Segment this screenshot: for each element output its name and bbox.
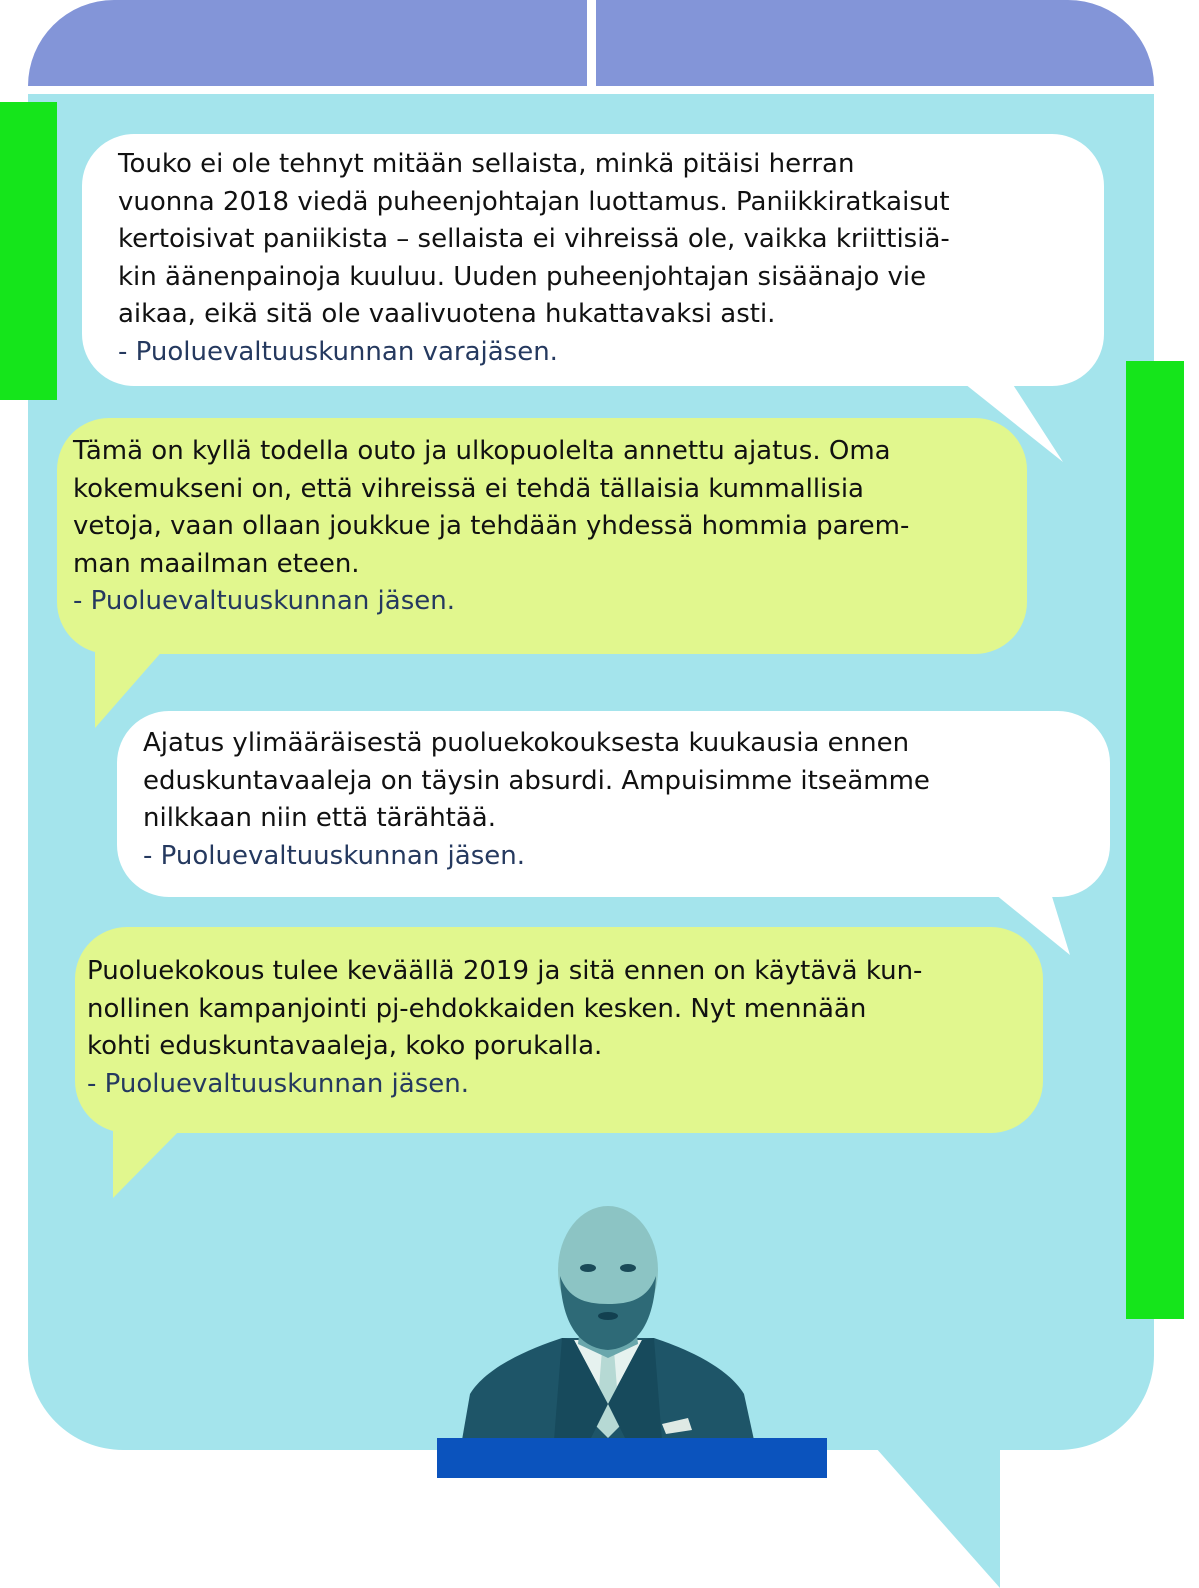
quote-3-line-2: eduskuntavaaleja on täysin absurdi. Ampuisimme itseämme: [143, 765, 930, 796]
speaker-portrait-image: [462, 1198, 754, 1440]
bubble-tail-4: [113, 1125, 185, 1198]
podium-bar: [437, 1438, 827, 1478]
quote-4-line-3: kohti eduskuntavaaleja, koko porukalla.: [87, 1031, 603, 1061]
quote-bubble-4: [75, 927, 1043, 1133]
quote-2-line-3: vetoja, vaan ollaan joukkue ja tehdään yhdessä hommia parem-: [73, 511, 910, 541]
quote-4-author: - Puoluevaltuuskunnan jäsen.: [87, 1068, 470, 1099]
quote-3-line-3: nilkkaan niin että tärähtää.: [143, 803, 496, 833]
quote-2-line-2: kokemukseni on, että vihreissä ei tehdä tällaisia kummallisia: [73, 473, 864, 504]
quote-2-author: - Puoluevaltuuskunnan jäsen.: [73, 586, 456, 616]
quote-1-author: - Puoluevaltuuskunnan varajäsen.: [118, 336, 558, 367]
quote-4-line-2: nollinen kampanjointi pj-ehdokkaiden kesken. Nyt mennään: [87, 993, 867, 1024]
quote-3-author: - Puoluevaltuuskunnan jäsen.: [143, 840, 526, 871]
quote-bubble-1: [82, 134, 1104, 386]
quote-1-line-2: vuonna 2018 viedä puheenjohtajan luottamus. Paniikkiratkaisut: [118, 186, 950, 217]
quote-2-line-4: man maailman eteen.: [73, 548, 360, 579]
quote-2-line-1: Tämä on kyllä todella outo ja ulkopuolelta annettu ajatus. Oma: [73, 436, 891, 466]
quote-1-line-3: kertoisivat paniikista – sellaista ei vihreissä ole, vaikka kriittisiä-: [118, 224, 950, 254]
quote-1-line-1: Touko ei ole tehnyt mitään sellaista, minkä pitäisi herran: [118, 149, 855, 179]
quote-4-line-1: Puoluekokous tulee keväällä 2019 ja sitä ennen on käytävä kun-: [87, 956, 923, 986]
quote-1-line-5: aikaa, eikä sitä ole vaalivuotena hukattavaksi asti.: [118, 299, 776, 329]
quote-bubble-2: [57, 418, 1027, 654]
quote-3-line-1: Ajatus ylimääräisestä puoluekokouksesta kuukausia ennen: [143, 728, 910, 758]
quote-bubble-3: [117, 711, 1110, 897]
quote-1-line-4: kin äänenpainoja kuuluu. Uuden puheenjohtajan sisäänajo vie: [118, 261, 927, 292]
